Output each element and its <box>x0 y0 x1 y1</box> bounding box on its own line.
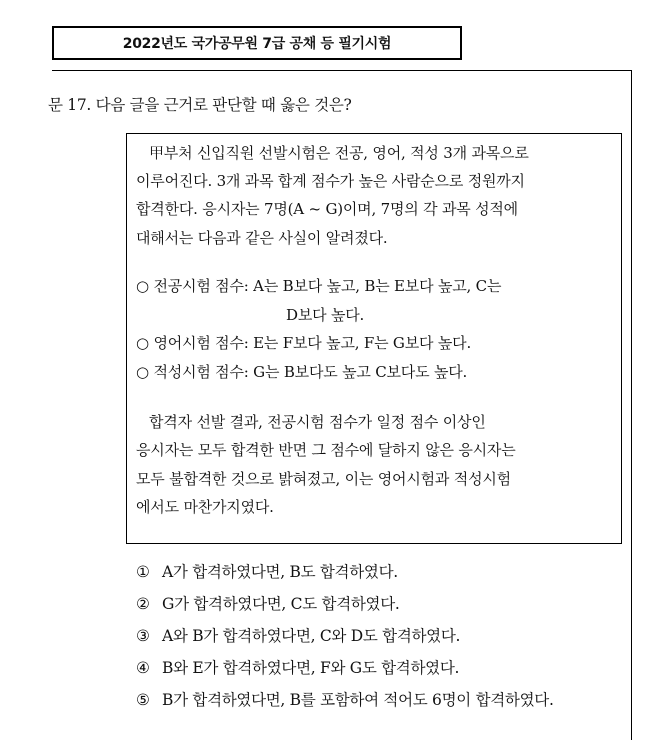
exam-title: 2022년도 국가공무원 7급 공채 등 필기시험 <box>122 36 392 52</box>
passage-intro-line: 합격한다. 응시자는 7명(A ~ G)이며, 7명의 각 과목 성적에 <box>136 200 518 218</box>
choice-number: ② <box>136 595 150 613</box>
answer-choice-4[interactable] <box>136 656 459 678</box>
choice-text: G가 합격하였다면, C도 합격하였다. <box>162 595 400 613</box>
answer-choice-1[interactable] <box>136 560 398 582</box>
answer-choice-2[interactable] <box>136 592 400 614</box>
passage-intro-line: 대해서는 다음과 같은 사실이 알려졌다. <box>136 229 388 247</box>
passage-fact-line: D보다 높다. <box>286 306 365 324</box>
choice-text: A와 B가 합격하였다면, C와 D도 합격하였다. <box>162 627 461 645</box>
choice-text: B가 합격하였다면, B를 포함하여 적어도 6명이 합격하였다. <box>162 691 554 709</box>
choice-text: B와 E가 합격하였다면, F와 G도 합격하였다. <box>162 659 460 677</box>
passage-fact-line: ○ 영어시험 점수: E는 F보다 높고, F는 G보다 높다. <box>136 334 472 352</box>
passage-fact-line: ○ 전공시험 점수: A는 B보다 높고, B는 E보다 높고, C는 <box>136 277 502 295</box>
passage-box <box>126 133 622 544</box>
passage-conclusion-line: 모두 불합격한 것으로 밝혀졌고, 이는 영어시험과 적성시험 <box>136 470 511 488</box>
question-stem: 문 17. 다음 글을 근거로 판단할 때 옳은 것은? <box>48 96 352 114</box>
choice-text: A가 합격하였다면, B도 합격하였다. <box>162 563 398 581</box>
passage-conclusion-line: 합격자 선발 결과, 전공시험 점수가 일정 점수 이상인 <box>149 413 486 431</box>
answer-choice-3[interactable] <box>136 624 460 646</box>
choice-number: ④ <box>136 659 150 677</box>
choice-number: ⑤ <box>136 691 150 709</box>
column-divider <box>631 70 632 740</box>
passage-fact-line: ○ 적성시험 점수: G는 B보다도 높고 C보다도 높다. <box>136 363 468 381</box>
header-divider <box>52 70 632 71</box>
answer-choice-5[interactable] <box>136 688 554 710</box>
choice-number: ③ <box>136 627 150 645</box>
passage-intro-line: 이루어진다. 3개 과목 합계 점수가 높은 사람순으로 정원까지 <box>136 172 525 190</box>
passage-conclusion-line: 에서도 마찬가지였다. <box>136 498 274 516</box>
passage-conclusion-line: 응시자는 모두 합격한 반면 그 점수에 달하지 않은 응시자는 <box>136 441 516 459</box>
choice-number: ① <box>136 563 150 581</box>
exam-header <box>52 26 462 60</box>
passage-intro-line: 甲부처 신입직원 선발시험은 전공, 영어, 적성 3개 과목으로 <box>149 144 529 162</box>
